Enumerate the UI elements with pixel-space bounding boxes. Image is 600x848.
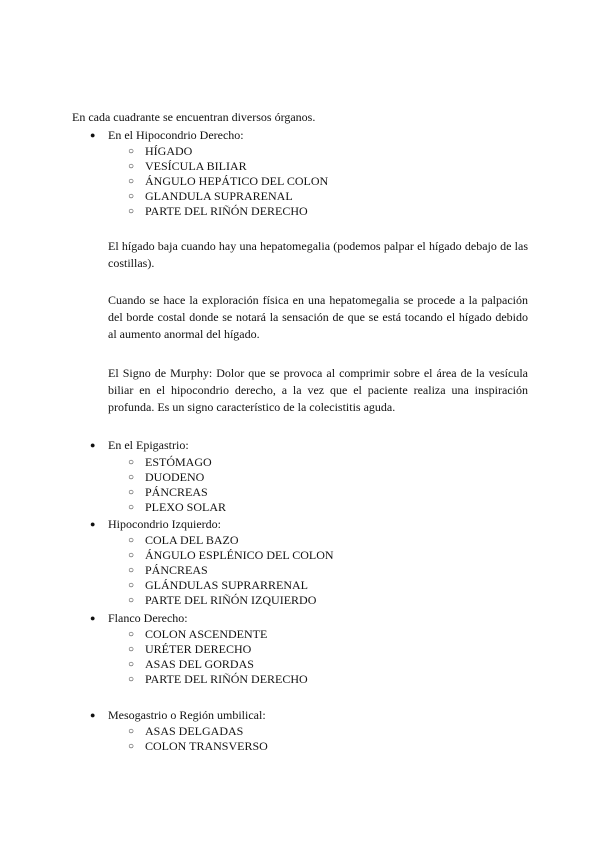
- bullet-filled: ●: [90, 613, 96, 623]
- section-title: Hipocondrio Izquierdo:: [108, 517, 221, 531]
- list-item: ○ URÉTER DERECHO: [128, 642, 252, 656]
- bullet-filled: ●: [90, 440, 96, 450]
- section-title: Mesogastrio o Región umbilical:: [108, 708, 266, 722]
- bullet-hollow: ○: [128, 726, 135, 737]
- list-item: ○ PARTE DEL RIÑÓN IZQUIERDO: [128, 593, 317, 607]
- list-item: ○ ESTÓMAGO: [128, 455, 212, 469]
- list-item: ○ ÁNGULO ESPLÉNICO DEL COLON: [128, 548, 334, 562]
- paragraph-exploracion: Cuando se hace la exploración física en una hepatomegalia se procede a la palpación del borde costal donde se notará la sensación de que se está tocando el hígado debido al aumento anormal del hígado.: [108, 293, 528, 341]
- bullet-filled: ●: [90, 130, 96, 140]
- bullet-hollow: ○: [128, 161, 135, 172]
- bullet-hollow: ○: [128, 659, 135, 670]
- bullet-hollow: ○: [128, 457, 135, 468]
- intro-text: En cada cuadrante se encuentran diversos órganos.: [72, 110, 316, 124]
- list-item: ○ PARTE DEL RIÑÓN DERECHO: [128, 204, 308, 218]
- bullet-hollow: ○: [128, 191, 135, 202]
- bullet-hollow: ○: [128, 176, 135, 187]
- bullet-hollow: ○: [128, 565, 135, 576]
- section-heading-hipocondrio-izquierdo: [90, 517, 221, 532]
- list-item: ○ GLANDULA SUPRARENAL: [128, 189, 293, 203]
- bullet-hollow: ○: [128, 472, 135, 483]
- paragraph-signo-murphy: El Signo de Murphy: Dolor que se provoca al comprimir sobre el área de la vesícula biliar en el hipocondrio derecho, a la vez que el paciente realiza una inspiración profunda. Es un signo característico de la colecistitis aguda.: [108, 366, 528, 414]
- section-heading-epigastrio: [90, 438, 189, 453]
- bullet-hollow: ○: [128, 550, 135, 561]
- bullet-hollow: ○: [128, 206, 135, 217]
- section-title: Flanco Derecho:: [108, 611, 188, 625]
- section-heading-mesogastrio: [90, 708, 266, 723]
- list-item: ○ PARTE DEL RIÑÓN DERECHO: [128, 672, 308, 686]
- list-item: ○ VESÍCULA BILIAR: [128, 159, 247, 173]
- list-item: ○ ASAS DEL GORDAS: [128, 657, 254, 671]
- list-item: ○ GLÁNDULAS SUPRARRENAL: [128, 578, 309, 592]
- bullet-hollow: ○: [128, 580, 135, 591]
- list-item: ○ COLON TRANSVERSO: [128, 739, 268, 753]
- bullet-hollow: ○: [128, 741, 135, 752]
- bullet-filled: ●: [90, 519, 96, 529]
- list-item: ○ PÁNCREAS: [128, 485, 208, 499]
- bullet-hollow: ○: [128, 487, 135, 498]
- list-item: ○ PÁNCREAS: [128, 563, 208, 577]
- section-title: En el Epigastrio:: [108, 438, 189, 452]
- list-item: ○ PLEXO SOLAR: [128, 500, 227, 514]
- section-heading-hipocondrio-derecho: [90, 128, 244, 143]
- list-item: ○ COLON ASCENDENTE: [128, 627, 268, 641]
- bullet-hollow: ○: [128, 502, 135, 513]
- bullet-hollow: ○: [128, 674, 135, 685]
- paragraph-hepatomegalia: El hígado baja cuando hay una hepatomegalia (podemos palpar el hígado debajo de las costillas).: [108, 239, 528, 270]
- list-item: ○ COLA DEL BAZO: [128, 533, 239, 547]
- bullet-hollow: ○: [128, 644, 135, 655]
- list-item: ○ DUODENO: [128, 470, 205, 484]
- bullet-hollow: ○: [128, 535, 135, 546]
- list-item: ○ ÁNGULO HEPÁTICO DEL COLON: [128, 174, 329, 188]
- bullet-filled: ●: [90, 710, 96, 720]
- bullet-hollow: ○: [128, 595, 135, 606]
- section-heading-flanco-derecho: [90, 611, 188, 626]
- list-item: ○ HÍGADO: [128, 144, 193, 158]
- list-item: ○ ASAS DELGADAS: [128, 724, 244, 738]
- bullet-hollow: ○: [128, 629, 135, 640]
- bullet-hollow: ○: [128, 146, 135, 157]
- section-title: En el Hipocondrio Derecho:: [108, 128, 244, 142]
